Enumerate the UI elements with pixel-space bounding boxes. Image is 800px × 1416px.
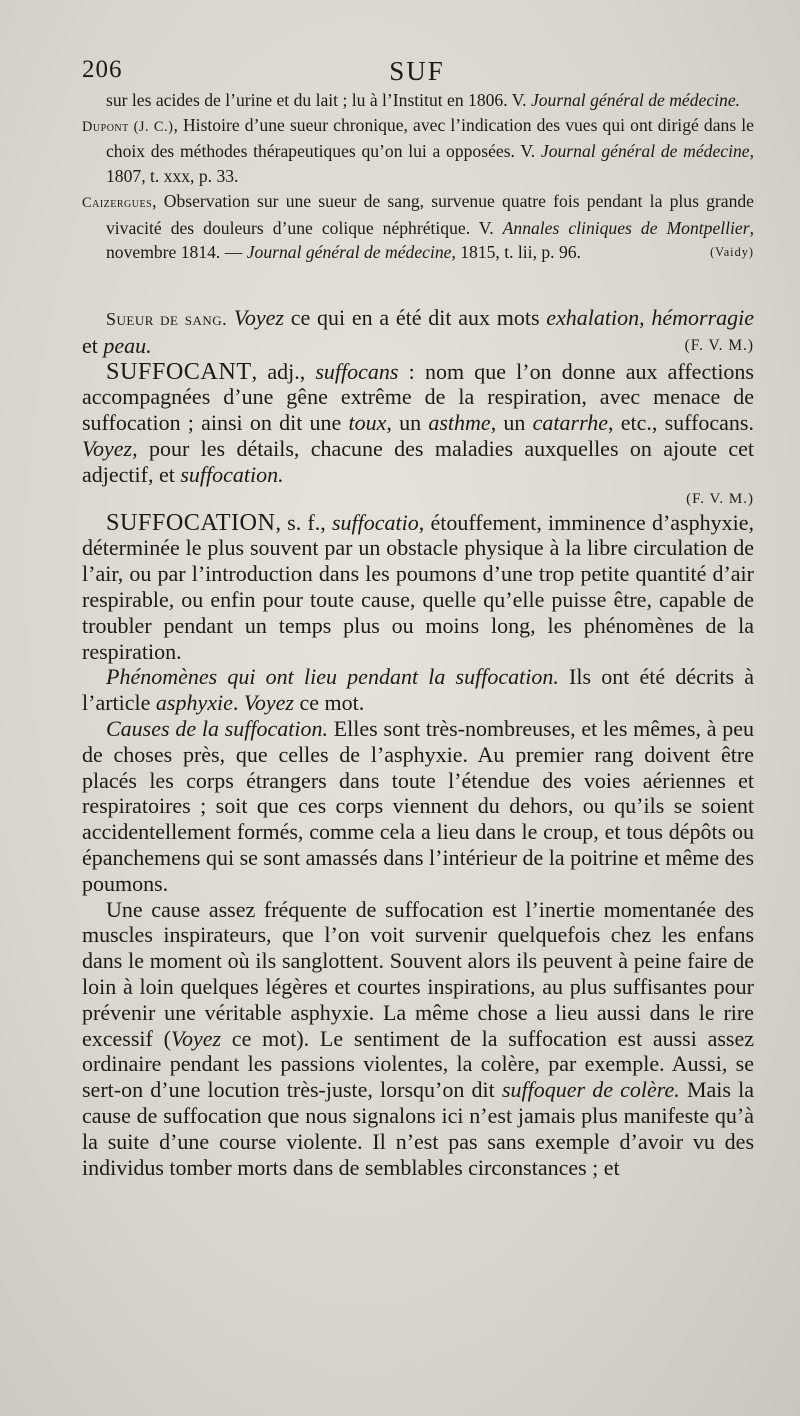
bibliography-entry-caizergues: Caizergues, Observation sur une sueur de sang, survenue quatre fois pendant la plus grande vivacité des douleurs d’une colique néphrétique. V. Annales cliniques de Montpellier, novembre 1814. — Journal général de médecine, 1815, t. lii, p. 96. (Vaidy) [82,189,754,265]
bibliography-entry-dupont: Dupont (J. C.), Histoire d’une sueur chronique, avec l’indication des vues qui ont dirigé dans le choix des méthodes thérapeutiques qu’on lui a opposées. V. Journal général de médecine, 1807, t. xxx, p. 33. [82,114,754,187]
entry-sueur-de-sang: Sueur de sang. Voyez ce qui en a été dit aux mots exhalation, hémorragie et peau. (F. V. M.) [82,305,755,358]
running-head: SUF [389,56,445,86]
author-caizergues: Caizergues [82,194,153,211]
main-text [82,305,754,1180]
signature-fvm-2: (F. V. M.) [686,490,754,507]
paragraph-causes: Causes de la suffocation. Elles sont très-nombreuses, et les mêmes, à peu de choses près, que celles de l’asphyxie. Au premier rang doivent être placés les corps étrangers dans toute l’étendue des voies aériennes et respiratoires ; soit que ces corps viennent du dehors, ou qu’ils se soient accidentellement formés, comme cela a lieu dans le croup, et tous dépôts ou épanchemens qui se sont amassés dans l’intérieur de la poitrine et même des poumons. [82,715,755,896]
entry-suffocation: SUFFOCATION, s. f., suffocatio, étouffement, imminence d’asphyxie, déterminée le plus souvent par un obstacle physique à la libre circulation de l’air, ou par l’introduction dans les poumons d’une trop petite quantité d’air respirable, ou enfin pour toute cause, quelle qu’elle puisse être, capable de troubler pendant un temps plus ou moins long, les phénomènes de la respiration. [82,508,754,664]
page-number: 206 [82,56,123,83]
signature-fvm-1: (F. V. M.) [684,336,754,354]
headword-suffocation: SUFFOCATION [106,508,276,536]
headword-suffocant: SUFFOCANT [106,357,252,385]
bibliography-continuation: sur les acides de l’urine et du lait ; lu à l’Institut en 1806. V. Journal général de médecine. [106,90,741,110]
entry-suffocant: SUFFOCANT, adj., suffocans : nom que l’on donne aux affections accompagnées d’une gêne extrême de la respiration, avec menace de suffocation ; ainsi on dit une toux, un asthme, un catarrhe, etc., suffocans. Voyez, pour les détails, chacune des maladies auxquelles on ajoute cet adjectif, et suffocation. [82,357,754,487]
author-dupont: Dupont [82,118,129,135]
page-header [82,56,752,92]
bibliography-section [82,88,754,265]
paragraph-une-cause: Une cause assez fréquente de suffocation est l’inertie momentanée des muscles inspirateurs, que l’on voit survenir quelquefois chez les enfans dans le moment où ils sanglottent. Souvent alors ils peuvent à peine faire de loin à loin quelques légères et courtes inspirations, au plus suffisantes pour prévenir une véritable asphyxie. La même chose a lieu aussi dans le rire excessif (Voyez ce mot). Le sentiment de la suffocation est aussi assez ordinaire pendant les passions violentes, la colère, par exemple. Aussi, se sert-on d’une locution très-juste, lorsqu’on dit suffoquer de colère. Mais la cause de suffocation que nous signalons ici n’est jamais plus manifeste qu’à la suite d’une course violente. Il n’est pas sans exemple d’avoir vu des individus tomber morts dans de semblables circonstances ; et [82,896,755,1180]
paragraph-phenomenes: Phénomènes qui ont lieu pendant la suffocation. Ils ont été décrits à l’article asphyxie. Voyez ce mot. [82,664,754,716]
headword-sueur-de-sang: Sueur de sang. [106,309,228,329]
signature-vaidy: (Vaidy) [710,245,754,260]
